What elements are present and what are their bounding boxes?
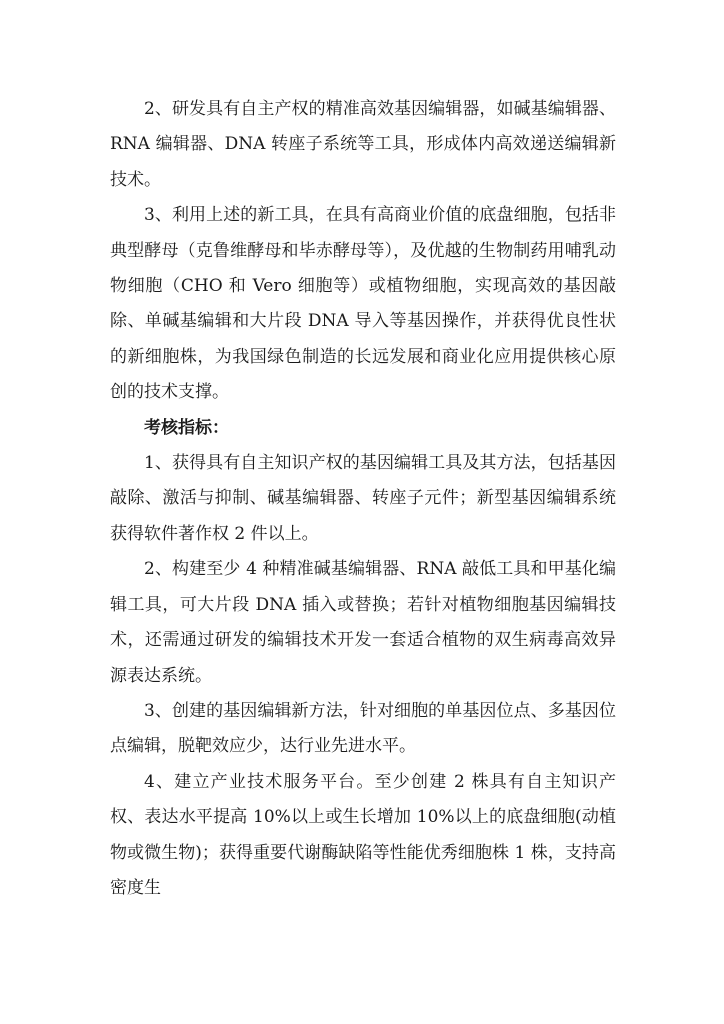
paragraph-indicator-3: 3、创建的基因编辑新方法，针对细胞的单基因位点、多基因位点编辑，脱靶效应少，达行业先进水平。	[110, 700, 616, 757]
section-heading-assessment: 考核指标：	[144, 417, 229, 438]
paragraph-indicator-4: 4、建立产业技术服务平台。至少创建 2 株具有自主知识产权、表达水平提高 10%以上或生长增加 10%以上的底盘细胞(动植物或微生物)；获得重要代谢酶缺陷等性能优秀细胞株 1 株，支持高密度生	[110, 771, 616, 898]
paragraph-indicator-1: 1、获得具有自主知识产权的基因编辑工具及其方法，包括基因敲除、激活与抑制、碱基编辑器、转座子元件；新型基因编辑系统获得软件著作权 2 件以上。	[110, 453, 616, 544]
paragraph-indicator-2: 2、构建至少 4 种精准碱基编辑器、RNA 敲低工具和甲基化编辑工具，可大片段 DNA 插入或替换；若针对植物细胞基因编辑技术，还需通过研发的编辑技术开发一套适合植物的双生病毒高效异源表达系统。	[110, 559, 616, 686]
document-body	[110, 92, 616, 906]
paragraph-research-item-3: 3、利用上述的新工具，在具有高商业价值的底盘细胞，包括非典型酵母（克鲁维酵母和毕赤酵母等），及优越的生物制药用哺乳动物细胞（CHO 和 Vero 细胞等）或植物细胞，实现高效的基因敲除、单碱基编辑和大片段 DNA 导入等基因操作，并获得优良性状的新细胞株，为我国绿色制造的长远发展和商业化应用提供核心原创的技术支撑。	[110, 205, 616, 403]
paragraph-research-item-2: 2、研发具有自主产权的精准高效基因编辑器，如碱基编辑器、RNA 编辑器、DNA 转座子系统等工具，形成体内高效递送编辑新技术。	[110, 99, 616, 190]
